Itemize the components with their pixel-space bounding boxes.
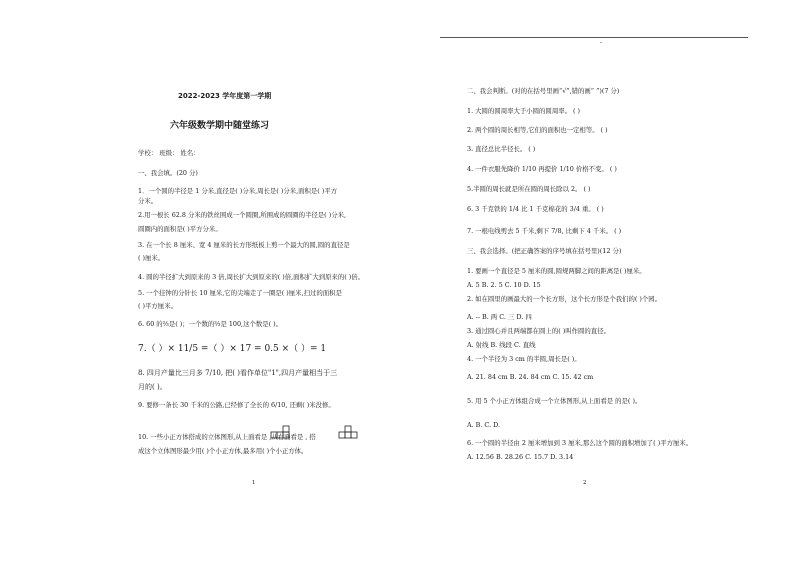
q10-line1: 10. 一些小正方体搭成的立体图形,从上面看是 ,从右面看是 , 搭 [138, 433, 316, 441]
q5-line2: ( )平方厘米。 [138, 302, 177, 310]
q8-line1: 8. 四月产量比三月多 7/10, 把( )看作单位"1",四月产量相当于三 [138, 369, 338, 377]
judge-2: 2. 两个圆的周长相等,它们的面积也一定相等。 ( ) [467, 126, 608, 134]
q1-line2: 分米。 [138, 197, 158, 205]
top-view-figure [270, 424, 292, 440]
choice-3: 3. 通过圆心并且两端都在圆上的( )叫作圆的直径。 [467, 327, 610, 335]
choice-3-options: A. 射线 B. 线段 C. 直线 [467, 341, 536, 349]
judge-4: 4. 一件衣服先降价 1/10 再提价 1/10 价格不变。 ( ) [467, 165, 617, 173]
choice-5: 5. 用 5 个小正方体组合成一个立体图形,从上面看是 的是( )。 [467, 397, 642, 405]
choice-1-options: A. 5 B. 2. 5 C. 10 D. 15 [467, 281, 541, 289]
judge-1: 1. 大圆的圆周率大于小圆的圆周率。 ( ) [467, 107, 581, 115]
right-view-figure [338, 424, 358, 440]
choice-6: 6. 一个圆的半径由 2 厘米增加到 3 厘米,那么这个圆的面积增加了( )平方厘米。 [467, 439, 693, 447]
choice-4-options: A. 21. 84 cm B. 24. 84 cm C. 15. 42 cm [467, 373, 594, 381]
choice-4: 4. 一个半径为 3 cm 的半圆,周长是( )。 [467, 355, 581, 363]
section-2-heading: 二、我会判断。(对的在括号里画“√”,错的画“ ”)(7 分) [467, 87, 620, 95]
choice-2-options: A. -- B. 两 C. 三 D. 四 [467, 313, 532, 321]
student-info: 学校： 班级： 姓名： [138, 149, 200, 157]
q6: 6. 60 的⅔是( )；一个数的⅔是 100,这个数是( )。 [138, 320, 283, 328]
judge-6: 6. 3 千克铁的 1/4 比 1 千克棉花的 3/4 重。 ( ) [467, 205, 604, 213]
section-3-heading: 三、我会选择。(把正确答案的序号填在括号里)(12 分) [467, 247, 622, 255]
q9: 9. 要修一条长 30 千米的公路,已经修了全长的 6/10, 还剩( )米没修。 [138, 401, 335, 409]
top-dash: - [600, 39, 603, 46]
choice-6-options: A. 12.56 B. 28.26 C. 15.7 D. 3.14 [467, 453, 574, 461]
q2-line2: 圆圈内的面积是( )平方分米。 [138, 225, 222, 233]
right-page [397, 0, 794, 562]
choice-2: 2. 如在圆里的画最大的一个长方形，这个长方形是个我们的( )个园。 [467, 295, 662, 303]
q2-line1: 2.用一根长 62.8 分米的铁丝围成一个圆圈,所围成的圆圈的半径是( )分米, [138, 211, 347, 219]
choice-1: 1. 要画一个直径是 5 厘米的圆,圆规两脚之间的距离是( )厘米。 [467, 267, 646, 275]
q5-line1: 5. 一个挂钟的分针长 10 厘米,它的尖端走了一圈是( )厘米,扫过的面积是 [138, 289, 342, 297]
q8-line2: 月的( )。 [138, 383, 167, 391]
term-title: 2022-2023 学年度第一学期 [178, 92, 272, 100]
q4: 4. 圆的半径扩大到原来的 3 倍,周长扩大到原来的( )倍,面积扩大到原来的( )倍。 [138, 273, 365, 281]
judge-5: 5.半圆的周长就是所在圆的周长除以 2。 ( ) [467, 185, 591, 193]
q1-line1: 1．一个圆的半径是 1 分米,直径是( )分米,周长是( )分米,面积是( )平方 [138, 187, 338, 195]
page-number-1: 1 [252, 480, 256, 486]
q3-line2: ( )厘米。 [138, 254, 165, 262]
choice-5-options: A. B. C. D. [467, 421, 501, 429]
judge-7: 7. 一根电线剪去 5 千米,剩下 7/8, 比剩下 4 千米。 ( ) [467, 227, 622, 235]
exam-title: 六年级数学期中随堂练习 [170, 121, 270, 131]
judge-3: 3. 直径总比半径长。 ( ) [467, 145, 536, 153]
section-1-heading: 一、我会填。(20 分) [138, 169, 198, 177]
q3-line1: 3. 在一个长 8 厘米、宽 4 厘米的长方形纸板上剪一个最大的圆,圆的直径是 [138, 241, 350, 249]
q10-line2: 成这个立体图形最少用( )个小正方体,最多用( )个小正方体。 [138, 447, 308, 455]
q7: 7.（ ）× 11/5 =（ ）× 17 = 0.5 ×（ ）= 1 [138, 344, 327, 354]
page-number-2: 2 [583, 480, 587, 486]
